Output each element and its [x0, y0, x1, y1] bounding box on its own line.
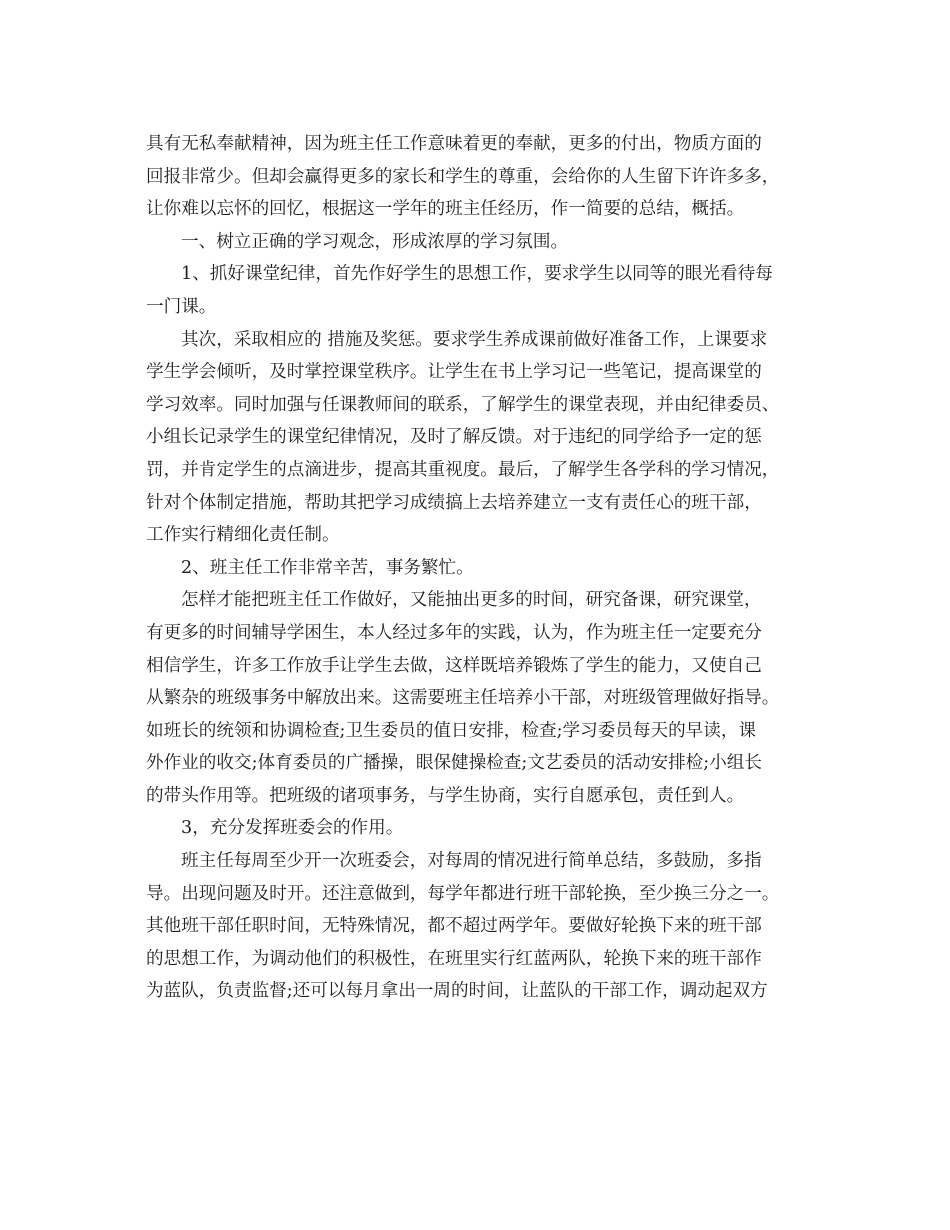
text-line: 外作业的收交;体育委员的广播操，眼保健操检查;文艺委员的活动安排检;小组长 [146, 753, 762, 774]
text-line: 一门课。 [146, 296, 217, 317]
text-line: 小组长记录学生的课堂纪律情况，及时了解反馈。对于违纪的同学给予一定的惩 [146, 427, 762, 448]
text-line: 的思想工作，为调动他们的积极性，在班里实行红蓝两队，轮换下来的班干部作 [146, 948, 762, 969]
text-line: 其次，采取相应的 措施及奖惩。要求学生养成课前做好准备工作，上课要求 [181, 329, 768, 350]
text-line: 的带头作用等。把班级的诸项事务，与学生协商，实行自愿承包，责任到人。 [146, 785, 745, 806]
document-body [146, 128, 816, 1008]
text-line: 工作实行精细化责任制。 [146, 525, 340, 546]
text-line: 让你难以忘怀的回忆，根据这一学年的班主任经历，作一简要的总结，概括。 [146, 199, 745, 220]
text-line: 班主任每周至少开一次班委会，对每周的情况进行简单总结，多鼓励，多指 [181, 851, 762, 872]
text-line: 学习效率。同时加强与任课教师间的联系，了解学生的课堂表现，并由纪律委员、 [146, 394, 780, 415]
text-line: 其他班干部任职时间，无特殊情况，都不超过两学年。要做好轮换下来的班干部 [146, 916, 762, 937]
text-line: 如班长的统领和协调检查;卫生委员的值日安排，检查;学习委员每天的早读，课 [146, 720, 757, 741]
text-line: 一、树立正确的学习观念，形成浓厚的学习氛围。 [181, 231, 569, 252]
text-line: 回报非常少。但却会赢得更多的家长和学生的尊重，会给你的人生留下许许多多， [146, 166, 780, 187]
text-line: 罚，并肯定学生的点滴进步，提高其重视度。最后，了解学生各学科的学习情况， [146, 459, 780, 480]
text-line: 从繁杂的班级事务中解放出来。这需要班主任培养小干部，对班级管理做好指导。 [146, 688, 780, 709]
text-line: 为蓝队，负责监督;还可以每月拿出一周的时间，让蓝队的干部工作，调动起双方 [146, 981, 768, 1002]
text-line: 有更多的时间辅导学困生，本人经过多年的实践，认为，作为班主任一定要充分 [146, 622, 762, 643]
text-line: 相信学生，许多工作放手让学生去做，这样既培养锻炼了学生的能力，又使自己 [146, 655, 762, 676]
text-line: 3，充分发挥班委会的作用。 [181, 818, 404, 839]
text-line: 学生学会倾听，及时掌控课堂秩序。让学生在书上学习记一些笔记，提高课堂的 [146, 362, 762, 383]
text-line: 导。出现问题及时开。还注意做到，每学年都进行班干部轮换，至少换三分之一。 [146, 883, 780, 904]
text-line: 针对个体制定措施，帮助其把学习成绩搞上去培养建立一支有责任心的班干部， [146, 492, 762, 513]
text-line: 2、班主任工作非常辛苦，事务繁忙。 [181, 557, 474, 578]
text-line: 1、抓好课堂纪律，首先作好学生的思想工作，要求学生以同等的眼光看待每 [181, 264, 773, 285]
text-line: 具有无私奉献精神，因为班主任工作意味着更的奉献，更多的付出，物质方面的 [146, 134, 762, 154]
text-line: 怎样才能把班主任工作做好，又能抽出更多的时间，研究备课，研究课堂， [181, 590, 762, 611]
